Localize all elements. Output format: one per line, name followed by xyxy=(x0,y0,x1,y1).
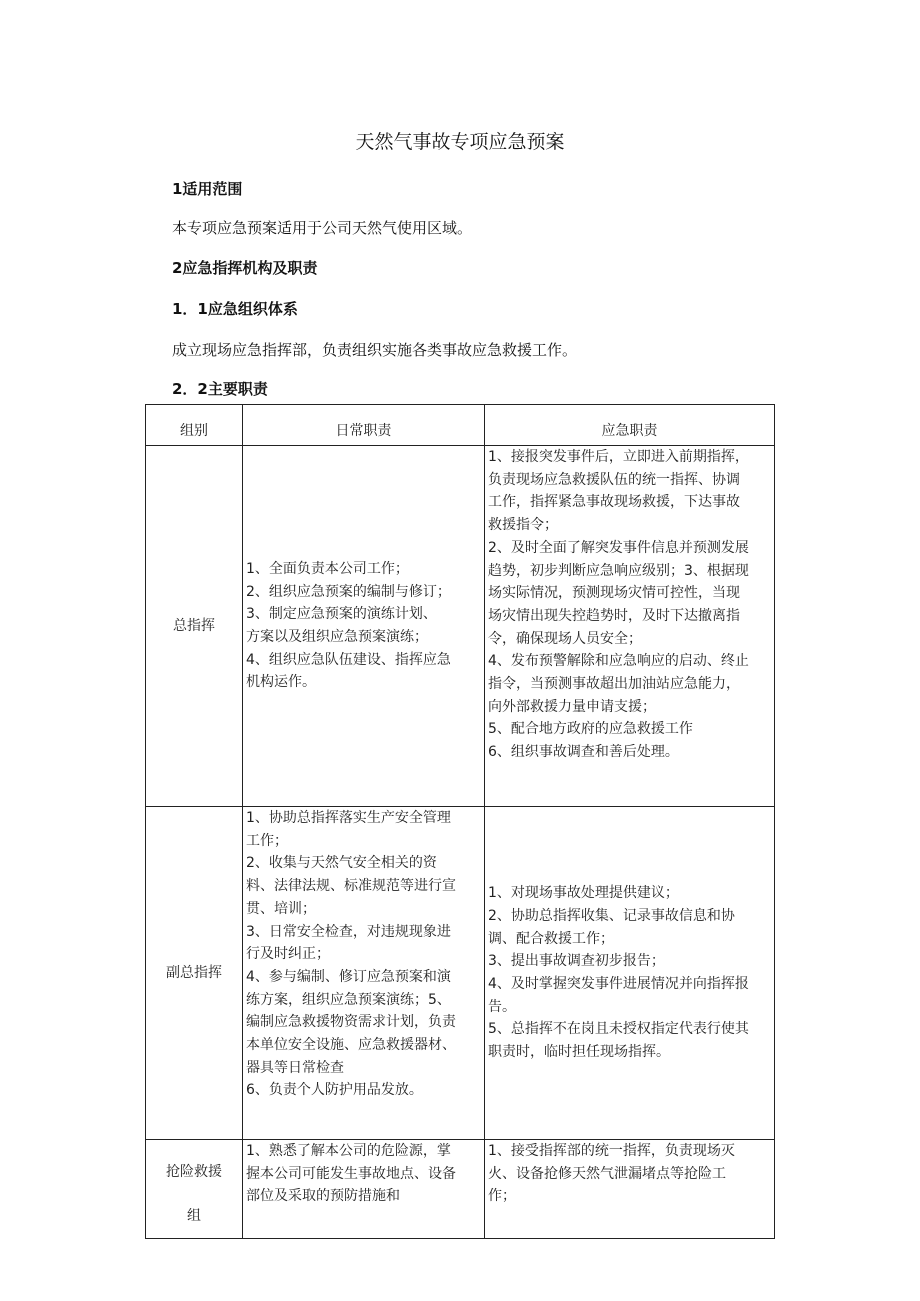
duty-line: 握本公司可能发生事故地点、设备 xyxy=(246,1165,456,1182)
emergency-duties-cell xyxy=(485,446,775,807)
duty-line: 1、熟悉了解本公司的危险源，掌 xyxy=(246,1143,451,1159)
duty-line: 2、协助总指挥收集、记录事故信息和协 xyxy=(488,907,735,924)
duty-line: 2、收集与天然气安全相关的资 xyxy=(246,855,437,872)
daily-duties-cell xyxy=(243,807,485,1140)
section-2-heading: 2应急指挥机构及职责 xyxy=(172,259,318,277)
duty-line: 2、及时全面了解突发事件信息并预测发展 xyxy=(488,539,749,556)
duty-line: 4、组织应急队伍建设、指挥应急 xyxy=(246,651,451,668)
group-name xyxy=(146,1140,243,1239)
duty-line: 料、法律法规、标准规范等进行宣 xyxy=(246,878,456,895)
header-daily-duties: 日常职责 xyxy=(243,405,485,446)
duty-line: 工作，指挥紧急事故现场救援，下达事故 xyxy=(488,494,740,511)
duty-line: 3、提出事故调查初步报告； xyxy=(488,953,665,970)
duty-line: 4、发布预警解除和应急响应的启动、终止 xyxy=(488,653,749,670)
table-header-row xyxy=(146,405,775,446)
duty-line: 方案以及组织应急预案演练； xyxy=(246,629,428,645)
group-name-line: 抢险救援 xyxy=(166,1164,222,1180)
duty-line: 3、制定应急预案的演练计划、 xyxy=(246,606,437,623)
duty-line: 5、配合地方政府的应急救援工作 xyxy=(488,721,693,738)
duty-line: 负责现场应急救援队伍的统一指挥、协调 xyxy=(488,471,740,488)
duty-line: 令，确保现场人员安全； xyxy=(488,630,642,647)
document-title: 天然气事故专项应急预案 xyxy=(355,131,565,153)
daily-duties-cell xyxy=(243,1140,485,1239)
table-row xyxy=(146,1140,775,1239)
emergency-duties-cell xyxy=(485,1140,775,1239)
duty-line: 告。 xyxy=(488,998,516,1015)
duty-line: 调、配合救援工作； xyxy=(488,930,614,947)
duty-line: 场实际情况，预测现场灾情可控性，当现 xyxy=(488,585,740,602)
duty-line: 1、协助总指挥落实生产安全管理 xyxy=(246,810,451,826)
duty-line: 行及时纠正； xyxy=(246,946,330,963)
duty-line: 1、接报突发事件后，立即进入前期指挥， xyxy=(488,449,749,465)
duty-line: 作； xyxy=(488,1188,516,1205)
duty-line: 5、总指挥不在岗且未授权指定代表行使其 xyxy=(488,1021,749,1038)
duty-line: 6、负责个人防护用品发放。 xyxy=(246,1082,423,1099)
duty-line: 趋势，初步判断应急响应级别；3、根据现 xyxy=(488,562,749,579)
duty-line: 本单位安全设施、应急救援器材、 xyxy=(246,1037,456,1054)
header-group: 组别 xyxy=(146,405,243,446)
duties-table xyxy=(145,404,775,1239)
duty-line: 1、对现场事故处理提供建议； xyxy=(488,885,679,902)
duty-line: 4、及时掌握突发事件进展情况并向指挥报 xyxy=(488,976,749,992)
section-2-1-text: 成立现场应急指挥部，负责组织实施各类事故应急救援工作。 xyxy=(172,341,578,359)
duty-line: 编制应急救援物资需求计划，负责 xyxy=(246,1014,456,1031)
table-row xyxy=(146,807,775,1140)
header-emergency-duties: 应急职责 xyxy=(485,405,775,446)
duty-line: 1、全面负责本公司工作； xyxy=(246,560,409,577)
group-name: 副总指挥 xyxy=(146,807,243,1140)
duty-line: 向外部救援力量申请支援； xyxy=(488,698,656,715)
duty-line: 4、参与编制、修订应急预案和演 xyxy=(246,968,451,985)
section-1-heading: 1适用范围 xyxy=(172,180,243,198)
duty-line: 6、组织事故调查和善后处理。 xyxy=(488,744,679,761)
duty-line: 贯、培训； xyxy=(246,900,316,917)
duty-line: 职责时，临时担任现场指挥。 xyxy=(488,1044,670,1061)
section-2-2-heading: 2．2主要职责 xyxy=(172,380,268,398)
duty-line: 场灾情出现失控趋势时，及时下达撤离指 xyxy=(488,607,740,624)
table-row xyxy=(146,446,775,807)
duty-line: 器具等日常检查 xyxy=(246,1059,344,1076)
duty-line: 工作； xyxy=(246,832,288,849)
duty-line: 1、接受指挥部的统一指挥，负责现场灭 xyxy=(488,1143,735,1159)
group-name: 总指挥 xyxy=(146,446,243,807)
group-name-line: 组 xyxy=(187,1208,201,1224)
duty-line: 练方案，组织应急预案演练；5、 xyxy=(246,991,451,1008)
duty-line: 救援指令； xyxy=(488,517,558,534)
daily-duties-cell xyxy=(243,446,485,807)
duty-line: 3、日常安全检查，对违规现象进 xyxy=(246,923,451,940)
duty-line: 机构运作。 xyxy=(246,674,316,691)
duty-line: 部位及采取的预防措施和 xyxy=(246,1188,400,1205)
duty-line: 2、组织应急预案的编制与修订； xyxy=(246,583,451,600)
duty-line: 火、设备抢修天然气泄漏堵点等抢险工 xyxy=(488,1165,726,1182)
emergency-duties-cell xyxy=(485,807,775,1140)
section-1-text: 本专项应急预案适用于公司天然气使用区域。 xyxy=(172,219,473,237)
duty-line: 指令，当预测事故超出加油站应急能力， xyxy=(488,676,740,693)
section-2-1-heading: 1．1应急组织体系 xyxy=(172,300,298,318)
